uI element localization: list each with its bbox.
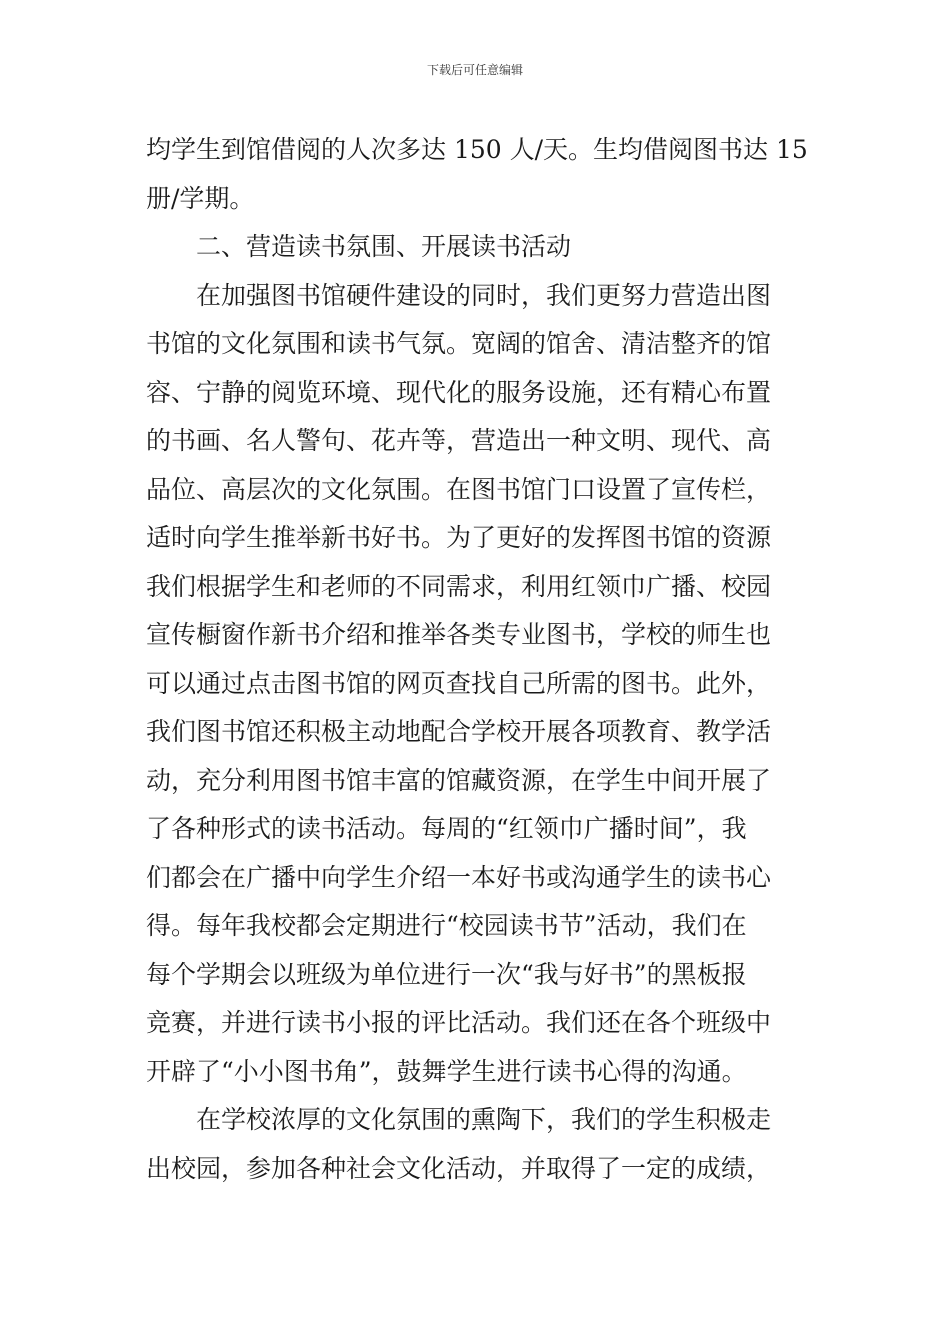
text-line: 了各种形式的读书活动。每周的“红领巾广播时间”，我 xyxy=(146,814,747,843)
text-line: 我们图书馆还积极主动地配合学校开展各项教育、教学活 xyxy=(146,717,772,746)
text-line: 容、宁静的阅览环境、现代化的服务设施，还有精心布置 xyxy=(146,377,772,407)
paragraph-reading-atmosphere xyxy=(146,272,811,1097)
text-line: 品位、高层次的文化氛围。在图书馆门口设置了宣传栏， xyxy=(146,474,772,504)
continuation-paragraph xyxy=(146,126,811,223)
text-line: 册/学期。 xyxy=(146,183,255,213)
document-body xyxy=(146,126,811,1193)
text-line: 每个学期会以班级为单位进行一次“我与好书”的黑板报 xyxy=(146,959,747,989)
text-line: 的书画、名人警句、花卉等，营造出一种文明、现代、高 xyxy=(146,426,772,455)
text-line: 书馆的文化氛围和读书气氛。宽阔的馆舍、清洁整齐的馆 xyxy=(146,329,772,358)
text-line: 宣传橱窗作新书介绍和推举各类专业图书，学校的师生也 xyxy=(146,620,772,649)
page-header-note: 下载后可任意编辑 xyxy=(426,63,523,77)
text-line: 得。每年我校都会定期进行“校园读书节”活动，我们在 xyxy=(146,911,747,940)
text-line: 适时向学生推举新书好书。为了更好的发挥图书馆的资源 xyxy=(146,523,772,552)
text-line: 在加强图书馆硬件建设的同时，我们更努力营造出图 xyxy=(196,280,772,310)
text-line: 们都会在广播中向学生介绍一本好书或沟通学生的读书心 xyxy=(146,862,772,892)
text-line: 我们根据学生和老师的不同需求，利用红领巾广播、校园 xyxy=(146,571,772,601)
text-line: 均学生到馆借阅的人次多达 150 人/天。生均借阅图书达 15 xyxy=(146,135,808,164)
text-line: 动，充分利用图书馆丰富的馆藏资源，在学生中间开展了 xyxy=(146,765,772,795)
text-line: 在学校浓厚的文化氛围的熏陶下，我们的学生积极走 xyxy=(196,1105,772,1134)
text-line: 竞赛，并进行读书小报的评比活动。我们还在各个班级中 xyxy=(146,1008,772,1037)
text-line: 出校园，参加各种社会文化活动，并取得了一定的成绩， xyxy=(146,1153,772,1183)
paragraph-student-achievements xyxy=(146,1096,811,1193)
text-line: 开辟了“小小图书角”，鼓舞学生进行读书心得的沟通。 xyxy=(146,1056,747,1086)
text-line: 可以通过点击图书馆的网页查找自己所需的图书。此外， xyxy=(146,668,772,698)
section-heading: 二、营造读书氛围、开展读书活动 xyxy=(196,232,572,261)
